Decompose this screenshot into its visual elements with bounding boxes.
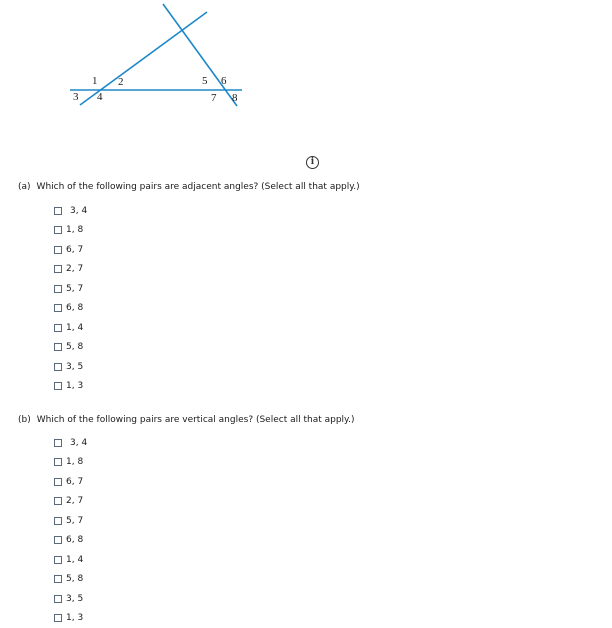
option-b-8[interactable]: [54, 570, 87, 590]
checkbox[interactable]: [54, 556, 62, 564]
option-label: 1, 3: [66, 381, 83, 391]
option-label: 1, 8: [66, 457, 83, 467]
option-b-6[interactable]: [54, 531, 87, 551]
option-a-10[interactable]: [54, 377, 87, 397]
option-label: 6, 8: [66, 303, 83, 313]
option-a-3[interactable]: [54, 240, 87, 260]
option-b-1[interactable]: [54, 433, 87, 453]
option-b-3[interactable]: [54, 472, 87, 492]
checkbox[interactable]: [54, 458, 62, 466]
option-b-10[interactable]: [54, 609, 87, 628]
checkbox[interactable]: [54, 614, 62, 622]
option-label: 5, 7: [66, 516, 83, 526]
checkbox[interactable]: [54, 246, 62, 254]
option-a-7[interactable]: [54, 318, 87, 338]
option-label: 3, 4: [70, 438, 87, 448]
option-label: 3, 4: [70, 206, 87, 216]
option-label: 3, 5: [66, 594, 83, 604]
option-a-2[interactable]: [54, 221, 87, 241]
angle-label-7: 7: [211, 92, 217, 104]
option-label: 6, 8: [66, 535, 83, 545]
question-a-text: Which of the following pairs are adjacent angles? (Select all that apply.): [37, 182, 360, 192]
checkbox[interactable]: [54, 363, 62, 371]
question-b-label: (b): [18, 415, 31, 425]
checkbox[interactable]: [54, 343, 62, 351]
question-a-label: (a): [18, 182, 31, 192]
checkbox[interactable]: [54, 595, 62, 603]
info-icon[interactable]: i: [306, 156, 319, 169]
checkbox[interactable]: [54, 478, 62, 486]
checkbox[interactable]: [54, 517, 62, 525]
question-a-options: [54, 201, 87, 396]
option-label: 3, 5: [66, 362, 83, 372]
question-b-text: Which of the following pairs are vertical angles? (Select all that apply.): [37, 415, 355, 425]
option-label: 2, 7: [66, 496, 83, 506]
checkbox[interactable]: [54, 575, 62, 583]
option-label: 5, 8: [66, 342, 83, 352]
question-b-options: [54, 433, 87, 628]
checkbox[interactable]: [54, 382, 62, 390]
option-label: 2, 7: [66, 264, 83, 274]
checkbox[interactable]: [54, 439, 62, 447]
checkbox[interactable]: [54, 265, 62, 273]
option-label: 5, 8: [66, 574, 83, 584]
option-a-4[interactable]: [54, 260, 87, 280]
angle-label-6: 6: [221, 75, 227, 87]
option-b-9[interactable]: [54, 589, 87, 609]
option-a-5[interactable]: [54, 279, 87, 299]
option-b-5[interactable]: [54, 511, 87, 531]
checkbox[interactable]: [54, 304, 62, 312]
angle-label-3: 3: [73, 91, 79, 103]
question-b: [18, 415, 354, 425]
checkbox[interactable]: [54, 324, 62, 332]
angle-label-2: 2: [118, 76, 124, 88]
option-a-9[interactable]: [54, 357, 87, 377]
angle-label-4: 4: [97, 91, 103, 103]
option-label: 6, 7: [66, 245, 83, 255]
checkbox[interactable]: [54, 207, 62, 215]
option-b-2[interactable]: [54, 453, 87, 473]
checkbox[interactable]: [54, 497, 62, 505]
option-label: 1, 3: [66, 613, 83, 623]
angle-diagram: [0, 0, 260, 120]
checkbox[interactable]: [54, 285, 62, 293]
angle-label-5: 5: [202, 75, 208, 87]
question-a: [18, 182, 360, 192]
checkbox[interactable]: [54, 226, 62, 234]
option-a-1[interactable]: [54, 201, 87, 221]
angle-label-1: 1: [92, 75, 98, 87]
option-label: 6, 7: [66, 477, 83, 487]
option-a-6[interactable]: [54, 299, 87, 319]
checkbox[interactable]: [54, 536, 62, 544]
option-b-4[interactable]: [54, 492, 87, 512]
angle-label-8: 8: [232, 92, 238, 104]
option-label: 5, 7: [66, 284, 83, 294]
option-b-7[interactable]: [54, 550, 87, 570]
option-label: 1, 4: [66, 555, 83, 565]
option-a-8[interactable]: [54, 338, 87, 358]
option-label: 1, 4: [66, 323, 83, 333]
option-label: 1, 8: [66, 225, 83, 235]
